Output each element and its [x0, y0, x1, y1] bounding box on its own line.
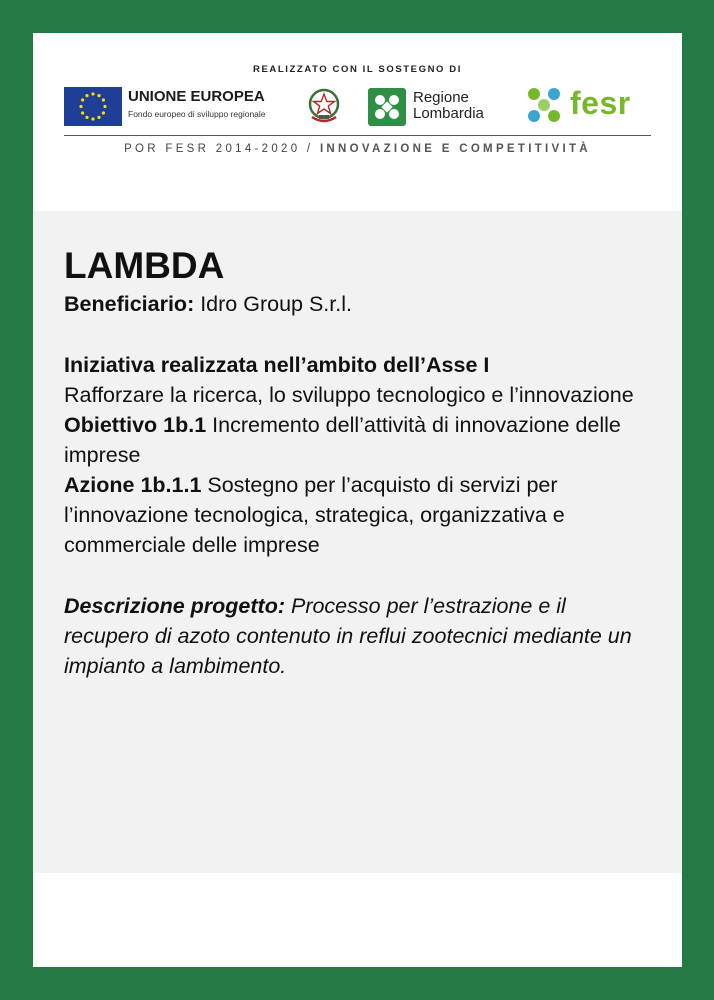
fesr-cross-icon — [523, 85, 567, 127]
header-divider — [64, 135, 651, 136]
por-bold-label: INNOVAZIONE E COMPETITIVITÀ — [319, 143, 591, 155]
italian-republic-emblem-icon — [306, 85, 342, 127]
content — [64, 245, 654, 681]
por-label: POR FESR 2014-2020 / — [124, 143, 320, 155]
obiettivo — [64, 410, 654, 470]
asse-heading-text: Iniziativa realizzata nell’ambito dell’Asse I — [64, 353, 490, 377]
asse-heading — [64, 350, 654, 380]
poster-panel — [33, 33, 682, 967]
obiettivo-label: Obiettivo 1b.1 — [64, 413, 207, 437]
eu-logo — [64, 87, 289, 127]
lombardia-rose-icon — [368, 88, 406, 126]
azione-text: Sostegno per l’acquisto di servizi per l’innovazione tecnologica, strategica, organizzativa e commerciale delle imprese — [64, 473, 565, 557]
regione-line2: Lombardia — [413, 105, 484, 122]
regione-line1: Regione — [413, 89, 469, 106]
eu-title: UNIONE EUROPEA — [128, 88, 265, 105]
azione-label: Azione 1b.1.1 — [64, 473, 202, 497]
fesr-logo — [523, 85, 653, 129]
content-area — [33, 211, 682, 873]
obiettivo-text: Incremento dell’attività di innovazione delle imprese — [64, 413, 621, 467]
descrizione-text: Processo per l’estrazione e il recupero di azoto contenuto in reflui zootecnici mediante un impianto a lambimento. — [64, 594, 632, 678]
regione-lombardia-logo — [368, 87, 508, 127]
por-line — [33, 143, 682, 155]
beneficiario — [64, 289, 654, 319]
fesr-word: fesr — [570, 85, 631, 121]
asse-text: Rafforzare la ricerca, lo sviluppo tecnologico e l’innovazione — [64, 383, 634, 407]
eu-flag-icon — [64, 87, 122, 126]
beneficiario-value: Idro Group S.r.l. — [194, 292, 352, 316]
descrizione — [64, 591, 654, 681]
header — [33, 33, 682, 211]
project-title: LAMBDA — [64, 245, 225, 286]
sostegno-label: REALIZZATO CON IL SOSTEGNO DI — [253, 64, 462, 75]
eu-subtitle: Fondo europeo di sviluppo regionale — [128, 109, 266, 119]
descrizione-label: Descrizione progetto: — [64, 594, 285, 618]
beneficiario-label: Beneficiario: — [64, 292, 195, 316]
regione-lombardia-text — [413, 90, 484, 122]
azione — [64, 470, 654, 560]
